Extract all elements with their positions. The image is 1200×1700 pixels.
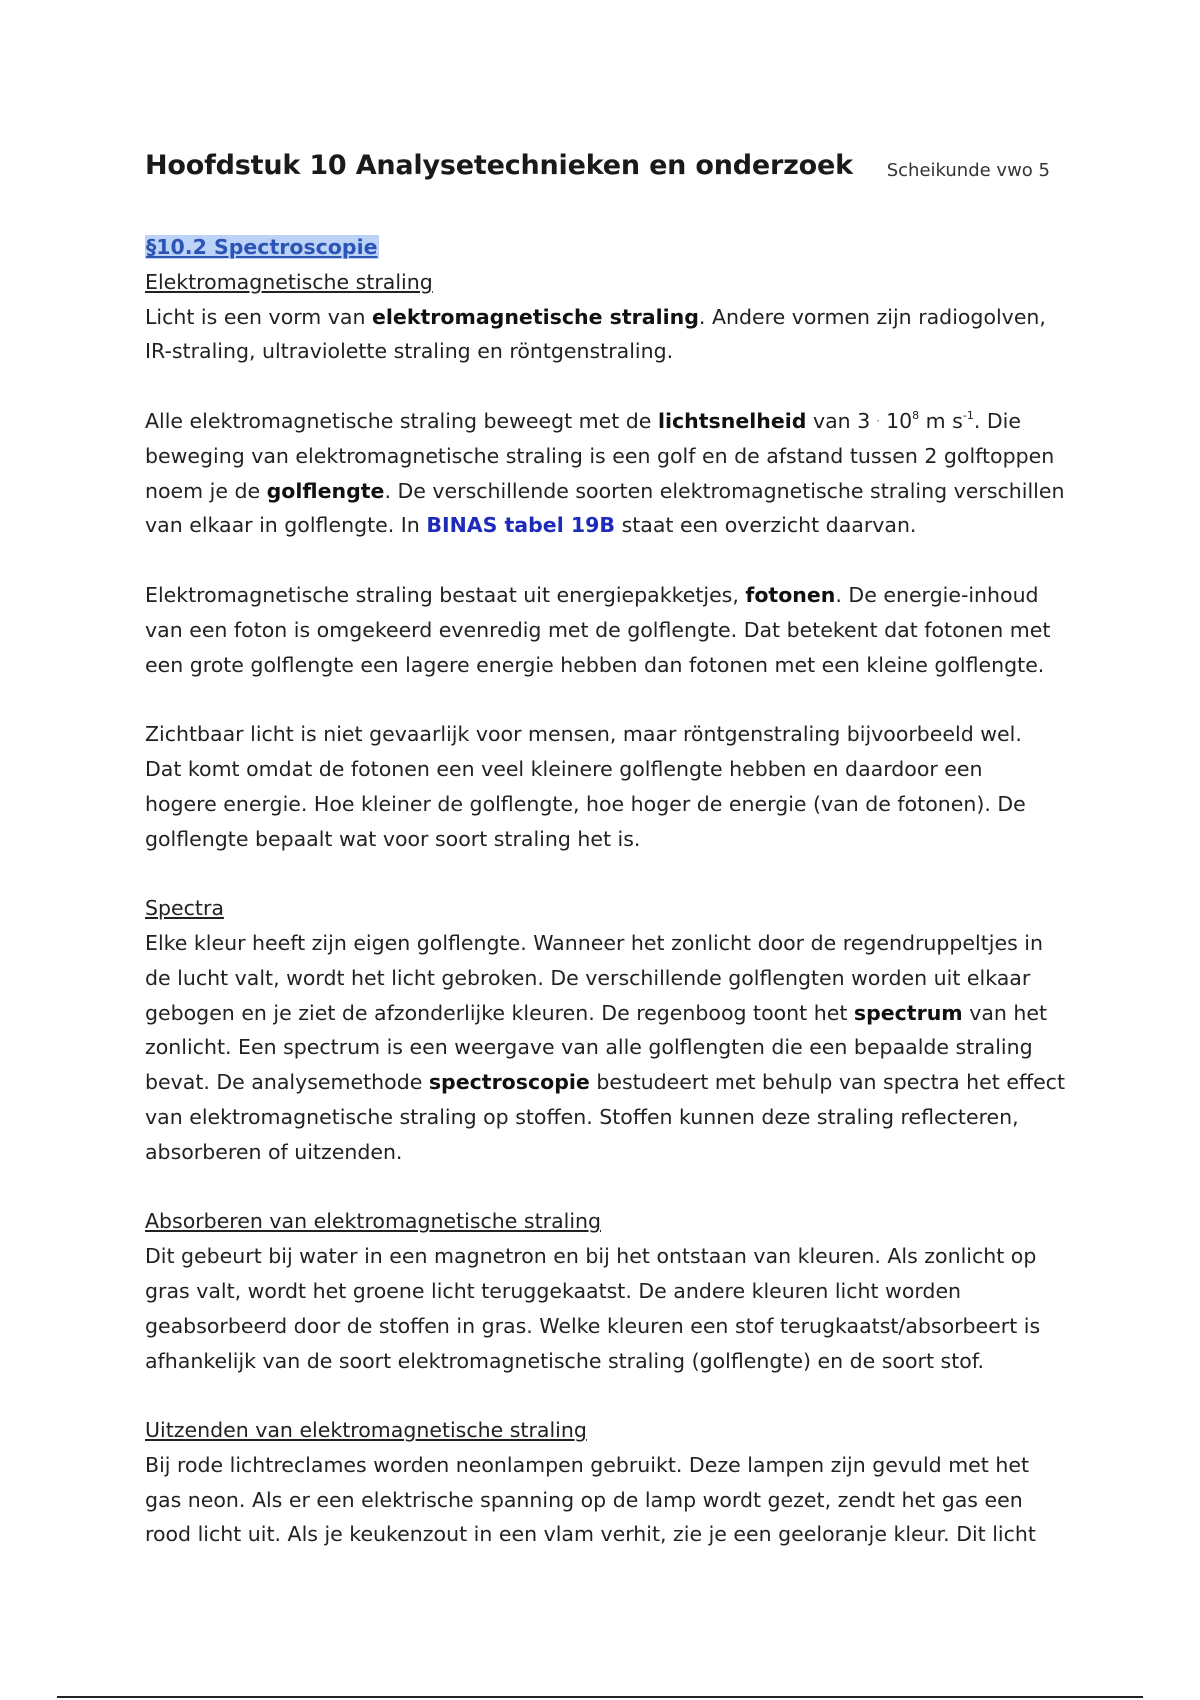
paragraph-line: van een foton is omgekeerd evenredig met de golflengte. Dat betekent dat fotonen met <box>145 617 1051 642</box>
text-run: . Andere vormen zijn radiogolven, <box>698 304 1046 329</box>
text-run: Alle elektromagnetische straling beweegt met de <box>145 408 658 433</box>
paragraph-line: gras valt, wordt het groene licht teruggekaatst. De andere kleuren licht worden <box>145 1278 962 1303</box>
paragraph-line: geabsorbeerd door de stoffen in gras. Welke kleuren een stof terugkaatst/absorbeert is <box>145 1313 1041 1338</box>
text-run: Licht is een vorm van <box>145 304 372 329</box>
paragraph-line <box>145 404 1065 439</box>
section-title-link[interactable]: §10.2 Spectroscopie <box>146 235 378 259</box>
bold-term: elektromagnetische straling <box>372 304 699 329</box>
text-run: noem je de <box>145 478 267 503</box>
paragraph-line: golflengte bepaalt wat voor soort straling het is. <box>145 826 641 851</box>
heading-absorb: Absorberen van elektromagnetische straling <box>145 1209 602 1234</box>
paragraph-line <box>145 578 1065 613</box>
paragraph-line: hogere energie. Hoe kleiner de golflengte, hoe hoger de energie (van de fotonen). De <box>145 791 1026 816</box>
bold-term: golflengte <box>266 478 385 503</box>
bold-term: fotonen <box>745 582 836 607</box>
exponent: 8 <box>912 408 920 422</box>
paragraph-line <box>145 996 1065 1031</box>
text-run: . De verschillende soorten elektromagnetische straling verschillen <box>384 478 1065 503</box>
text-run: van 3 <box>806 408 871 433</box>
paragraph-line <box>145 474 1065 509</box>
paragraph-line: zonlicht. Een spectrum is een weergave van alle golflengten die een bepaalde straling <box>145 1035 1033 1060</box>
paragraph-line: Zichtbaar licht is niet gevaarlijk voor mensen, maar röntgenstraling bijvoorbeeld wel. <box>145 722 1022 747</box>
text-run: m s <box>919 408 963 433</box>
subject-label: Scheikunde vwo 5 <box>886 160 1050 181</box>
heading-emit: Uitzenden van elektromagnetische straling <box>145 1418 587 1443</box>
heading-em-radiation: Elektromagnetische straling <box>145 269 433 294</box>
text-run: gebogen en je ziet de afzonderlijke kleuren. De regenboog toont het <box>145 1000 854 1025</box>
section-title-line <box>145 230 1065 265</box>
paragraph-line: rood licht uit. Als je keukenzout in een vlam verhit, zie je een geeloranje kleur. Dit licht <box>145 1522 1036 1547</box>
paragraph-line: IR-straling, ultraviolette straling en röntgenstraling. <box>145 339 674 364</box>
text-run: van elkaar in golflengte. In <box>145 513 427 538</box>
paragraph-line: Elke kleur heeft zijn eigen golflengte. Wanneer het zonlicht door de regendruppeltjes in <box>145 930 1043 955</box>
multiplication-dot: · <box>876 413 881 428</box>
paragraph-line: absorberen of uitzenden. <box>145 1139 403 1164</box>
paragraph-gap <box>145 543 1065 578</box>
text-run: Elektromagnetische straling bestaat uit energiepakketjes, <box>145 582 746 607</box>
paragraph-line <box>145 1065 1065 1100</box>
page-header <box>145 150 1050 190</box>
paragraph-line: Bij rode lichtreclames worden neonlampen gebruikt. Deze lampen zijn gevuld met het <box>145 1452 1029 1477</box>
text-run: van het <box>962 1000 1048 1025</box>
chapter-title: Hoofdstuk 10 Analysetechnieken en onderzoek <box>145 150 853 181</box>
paragraph-line: gas neon. Als er een elektrische spanning op de lamp wordt gezet, zendt het gas een <box>145 1487 1023 1512</box>
paragraph-gap <box>145 856 1065 891</box>
paragraph-line <box>145 508 1065 543</box>
bold-term: lichtsnelheid <box>657 408 807 433</box>
paragraph-gap <box>145 369 1065 404</box>
exponent: -1 <box>962 408 974 422</box>
paragraph-line: een grote golflengte een lagere energie hebben dan fotonen met een kleine golflengte. <box>145 652 1045 677</box>
paragraph-line: van elektromagnetische straling op stoffen. Stoffen kunnen deze straling reflecteren, <box>145 1104 1019 1129</box>
text-run: bevat. De analysemethode <box>145 1070 429 1095</box>
paragraph-line <box>145 300 1065 335</box>
paragraph-gap <box>145 1170 1065 1205</box>
bold-term: spectrum <box>853 1000 963 1025</box>
paragraph-line: afhankelijk van de soort elektromagnetische straling (golflengte) en de soort stof. <box>145 1348 985 1373</box>
paragraph-line: de lucht valt, wordt het licht gebroken. De verschillende golflengten worden uit elkaar <box>145 965 1031 990</box>
paragraph-line: Dat komt omdat de fotonen een veel kleinere golflengte hebben en daardoor een <box>145 756 983 781</box>
text-run: bestudeert met behulp van spectra het effect <box>589 1070 1065 1095</box>
document-body <box>145 230 1065 1552</box>
paragraph-gap <box>145 682 1065 717</box>
paragraph-line: beweging van elektromagnetische straling is een golf en de afstand tussen 2 golftoppen <box>145 443 1055 468</box>
text-run: staat een overzicht daarvan. <box>615 513 917 538</box>
bold-term: spectroscopie <box>428 1070 590 1095</box>
heading-spectra: Spectra <box>145 896 224 921</box>
text-run: . Die <box>973 408 1021 433</box>
paragraph-gap <box>145 1378 1065 1413</box>
paragraph-line: Dit gebeurt bij water in een magnetron en bij het ontstaan van kleuren. Als zonlicht op <box>145 1244 1037 1269</box>
binas-reference: BINAS tabel 19B <box>426 513 616 538</box>
footer-divider <box>57 1696 1143 1698</box>
text-run: . De energie-inhoud <box>835 582 1039 607</box>
text-run: 10 <box>886 408 913 433</box>
